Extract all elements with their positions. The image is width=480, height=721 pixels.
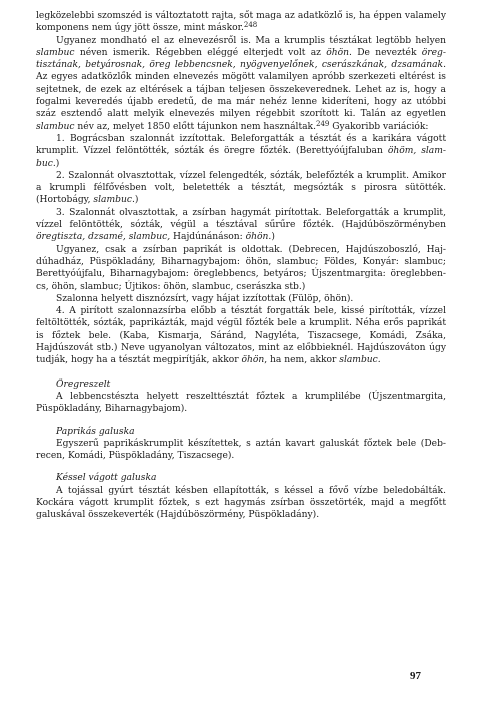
variation-item: Szalonna helyett disznózsírt, vagy hájat izzítottak (Fülöp, öhön). — [56, 293, 354, 304]
section-heading: Paprikás galuska — [56, 426, 135, 437]
book-page-body — [36, 10, 446, 522]
paragraph: A tojással gyúrt tésztát késben ellapították, s késsel a fővő vízbe beledobálták. Kockára vágott krumplit főztek, s ezt hagymás zsírban összetörték, majd a megfőtt galuskával összekeverték (Hajdúböszörmény, Püspökladány). — [36, 485, 446, 521]
page-number: 97 — [410, 670, 421, 682]
variation-item: 4. A pirított szalonnazsírba előbb a tésztát forgatták bele, kissé pirították, vízzel feltöltötték, sózták, paprikázták, majd végül főzték bele a krumplit. Néha erős paprikát is főztek bele. (Kaba, Kismarja, Sáránd, Nagyléta, Tiszacsege, Komádi, Zsáka, Hajdúszovát stb.) Neve ugyanolyan változatos, mint az előbbieknél. Hajdúszováton úgy tudják, hogy ha a tésztát megpirítják, akkor öhön, ha nem, akkor slambuc. — [36, 306, 446, 366]
paragraph: Ugyanez mondható el az elnevezésről is. Ma a krumplis tésztákat legtöbb helyen slambuc néven ismerik. Régebben eléggé elterjedt volt az öhön. De nevezték öregtisztának, betyárosnak, öreg lebbencsnek, nyögvenyelőnek, cserászkának, dzsamának. Az egyes adatközlők minden elnevezés mögött valamilyen apróbb szerkezeti eltérést is sejtetnek, de ezek az eltérések a tájban teljesen összekeverednek. Lehet az is, hogy a fogalmi keveredés újabb eredetű, de ma már nehéz lenne kideríteni, hogy az utóbbi száz esztendő alatt melyik elnevezés milyen régebbit szorított ki. Talán az egyetlen slambuc név az, melyet 1850 előtt tájunkon nem használtak.$^{249}$ Gyakoribb variációk: — [36, 35, 446, 132]
variation-item: 3. Szalonnát olvasztottak, a zsírban hagymát pirítottak. Beleforgatták a krumplit, vízzel felöntötték, sózták, végül a tésztával sűrűre főzték. (Hajdúböszörményben öregtiszta, dzsamé, slambuc, Hajdúnánáson: öhön.) — [36, 207, 446, 243]
footnote-ref: 248 — [243, 21, 258, 30]
section-heading: Öregreszelt — [56, 379, 111, 390]
paragraph: A lebbencstészta helyett reszelttésztát főztek a krumplilébe (Újszentmargita, Püspökladány, Biharnagybajom). — [36, 391, 446, 415]
variation-item: 2. Szalonnát olvasztottak, vízzel felengedték, sózták, belefőzték a krumplit. Amikor a krumpli félfővésben volt, beletették a tésztát, megsózták s pirosra sütötték. (Hortobágy, slambuc.) — [36, 170, 446, 206]
paragraph: legközelebbi szomszéd is változtatott rajta, sőt maga az adatközlő is, ha éppen valamely komponens nem úgy jött össze, mint máskor.$^{248}$ — [36, 11, 446, 34]
paragraph: Egyszerű paprikáskrumplit készítettek, s aztán kavart galuskát főztek bele (Debrecen, Komádi, Püspökladány, Tiszacsege). — [36, 438, 446, 462]
footnote-ref: 249 — [315, 119, 330, 128]
section-heading: Késsel vágott galuska — [56, 473, 157, 484]
variation-item: 1. Bográcsban szalonnát izzítottak. Beleforgatták a tésztát és a karikára vágott krumplit. Vízzel felöntötték, sózták és öregre főzték. (Berettyóújfaluban öhöm, slambuc.) — [36, 133, 446, 169]
variation-item: Ugyanez, csak a zsírban paprikát is oldottak. (Debrecen, Hajdúszoboszló, Hajdúhadház, Püspökladány, Biharnagybajom: öhön, slambuc; Földes, Konyár: slambuc; Berettyóújfalu, Biharnagybajom: öreglebbencs, betyáros; Újszentmargita: öreglebbencs, öhön, slambuc; Újtikos: öhön, slambuc, cserászka stb.) — [36, 244, 446, 292]
